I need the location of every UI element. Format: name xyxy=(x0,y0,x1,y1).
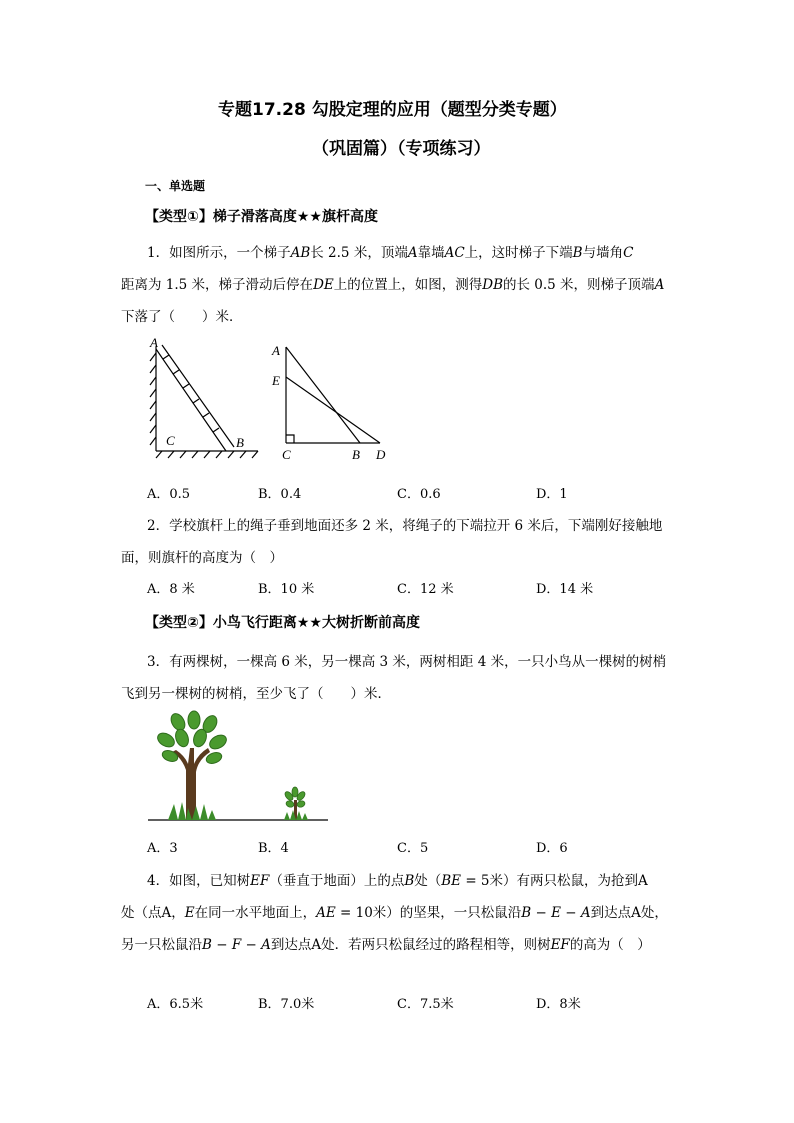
tall-tree-icon xyxy=(155,711,229,820)
question-4-line-2: 处（点A，E在同一水平地面上，AE = 10米）的坚果，一只松鼠沿B − E − A到达点A处， xyxy=(121,905,668,921)
question-1-line-3: 下落了（ ）米． xyxy=(121,309,243,325)
q2-option-d[interactable]: D．14 米 xyxy=(536,582,594,597)
label-D: D xyxy=(376,447,386,462)
question-4-line-1: 4．如图，已知树EF（垂直于地面）上的点B处（BE = 5米）有两只松鼠，为抢到A xyxy=(147,873,648,889)
question-number: 1． xyxy=(147,245,170,261)
page-title: 专题17.28 勾股定理的应用（题型分类专题） xyxy=(218,100,567,120)
q1-option-b[interactable]: B．0.4 xyxy=(258,487,302,502)
q3-option-b[interactable]: B．4 xyxy=(258,841,289,856)
label-C: C xyxy=(282,447,291,462)
question-1-line-2: 距离为 1.5 米，梯子滑动后停在DE上的位置上，如图，测得DB的长 0.5 米，则梯子顶端A xyxy=(121,277,665,293)
question-1-line-1: 1．如图所示，一个梯子AB长 2.5 米，顶端A靠墙AC上，这时梯子下端B与墙角C xyxy=(147,245,634,261)
q4-option-c[interactable]: C．7.5米 xyxy=(397,997,454,1012)
label-E: E xyxy=(272,373,280,388)
question-3-line-1: 3．有两棵树，一棵高 6 米，另一棵高 3 米，两树相距 4 米，一只小鸟从一棵树的树梢 xyxy=(147,654,667,670)
question-2-line-2: 面，则旗杆的高度为（ ） xyxy=(121,550,283,566)
q1-option-c[interactable]: C．0.6 xyxy=(397,487,441,502)
q3-option-a[interactable]: A．3 xyxy=(147,841,178,856)
label-B: B xyxy=(352,447,360,462)
ladder-wall-figure xyxy=(140,335,270,465)
label-A: A xyxy=(272,343,280,358)
q4-option-d[interactable]: D．8米 xyxy=(536,997,581,1012)
question-3-line-2: 飞到另一棵树的树梢，至少飞了（ ）米． xyxy=(121,686,391,702)
section-heading: 一、单选题 xyxy=(145,179,206,193)
type-heading-1: 【类型①】梯子滑落高度★★旗杆高度 xyxy=(145,209,378,225)
label-A: A xyxy=(150,335,158,350)
q2-option-a[interactable]: A．8 米 xyxy=(147,582,195,597)
q3-option-c[interactable]: C．5 xyxy=(397,841,429,856)
page-subtitle: （巩固篇）（专项练习） xyxy=(312,139,491,159)
question-2-line-1: 2．学校旗杆上的绳子垂到地面还多 2 米，将绳子的下端拉开 6 米后，下端刚好接触地 xyxy=(147,518,663,534)
q2-option-c[interactable]: C．12 米 xyxy=(397,582,454,597)
q1-option-a[interactable]: A．0.5 xyxy=(147,487,191,502)
label-C: C xyxy=(166,433,175,448)
triangle-figure xyxy=(268,335,398,465)
question-4-line-3: 另一只松鼠沿B − F − A到达点A处．若两只松鼠经过的路程相等，则树EF的高为（ ） xyxy=(121,937,651,953)
two-trees-figure xyxy=(148,708,330,828)
q4-option-b[interactable]: B．7.0米 xyxy=(258,997,315,1012)
q4-option-a[interactable]: A．6.5米 xyxy=(147,997,204,1012)
label-B: B xyxy=(236,435,244,450)
q2-option-b[interactable]: B．10 米 xyxy=(258,582,315,597)
short-tree-icon xyxy=(283,787,308,820)
q1-option-d[interactable]: D．1 xyxy=(536,487,568,502)
type-heading-2: 【类型②】小鸟飞行距离★★大树折断前高度 xyxy=(145,615,420,631)
q3-option-d[interactable]: D．6 xyxy=(536,841,568,856)
